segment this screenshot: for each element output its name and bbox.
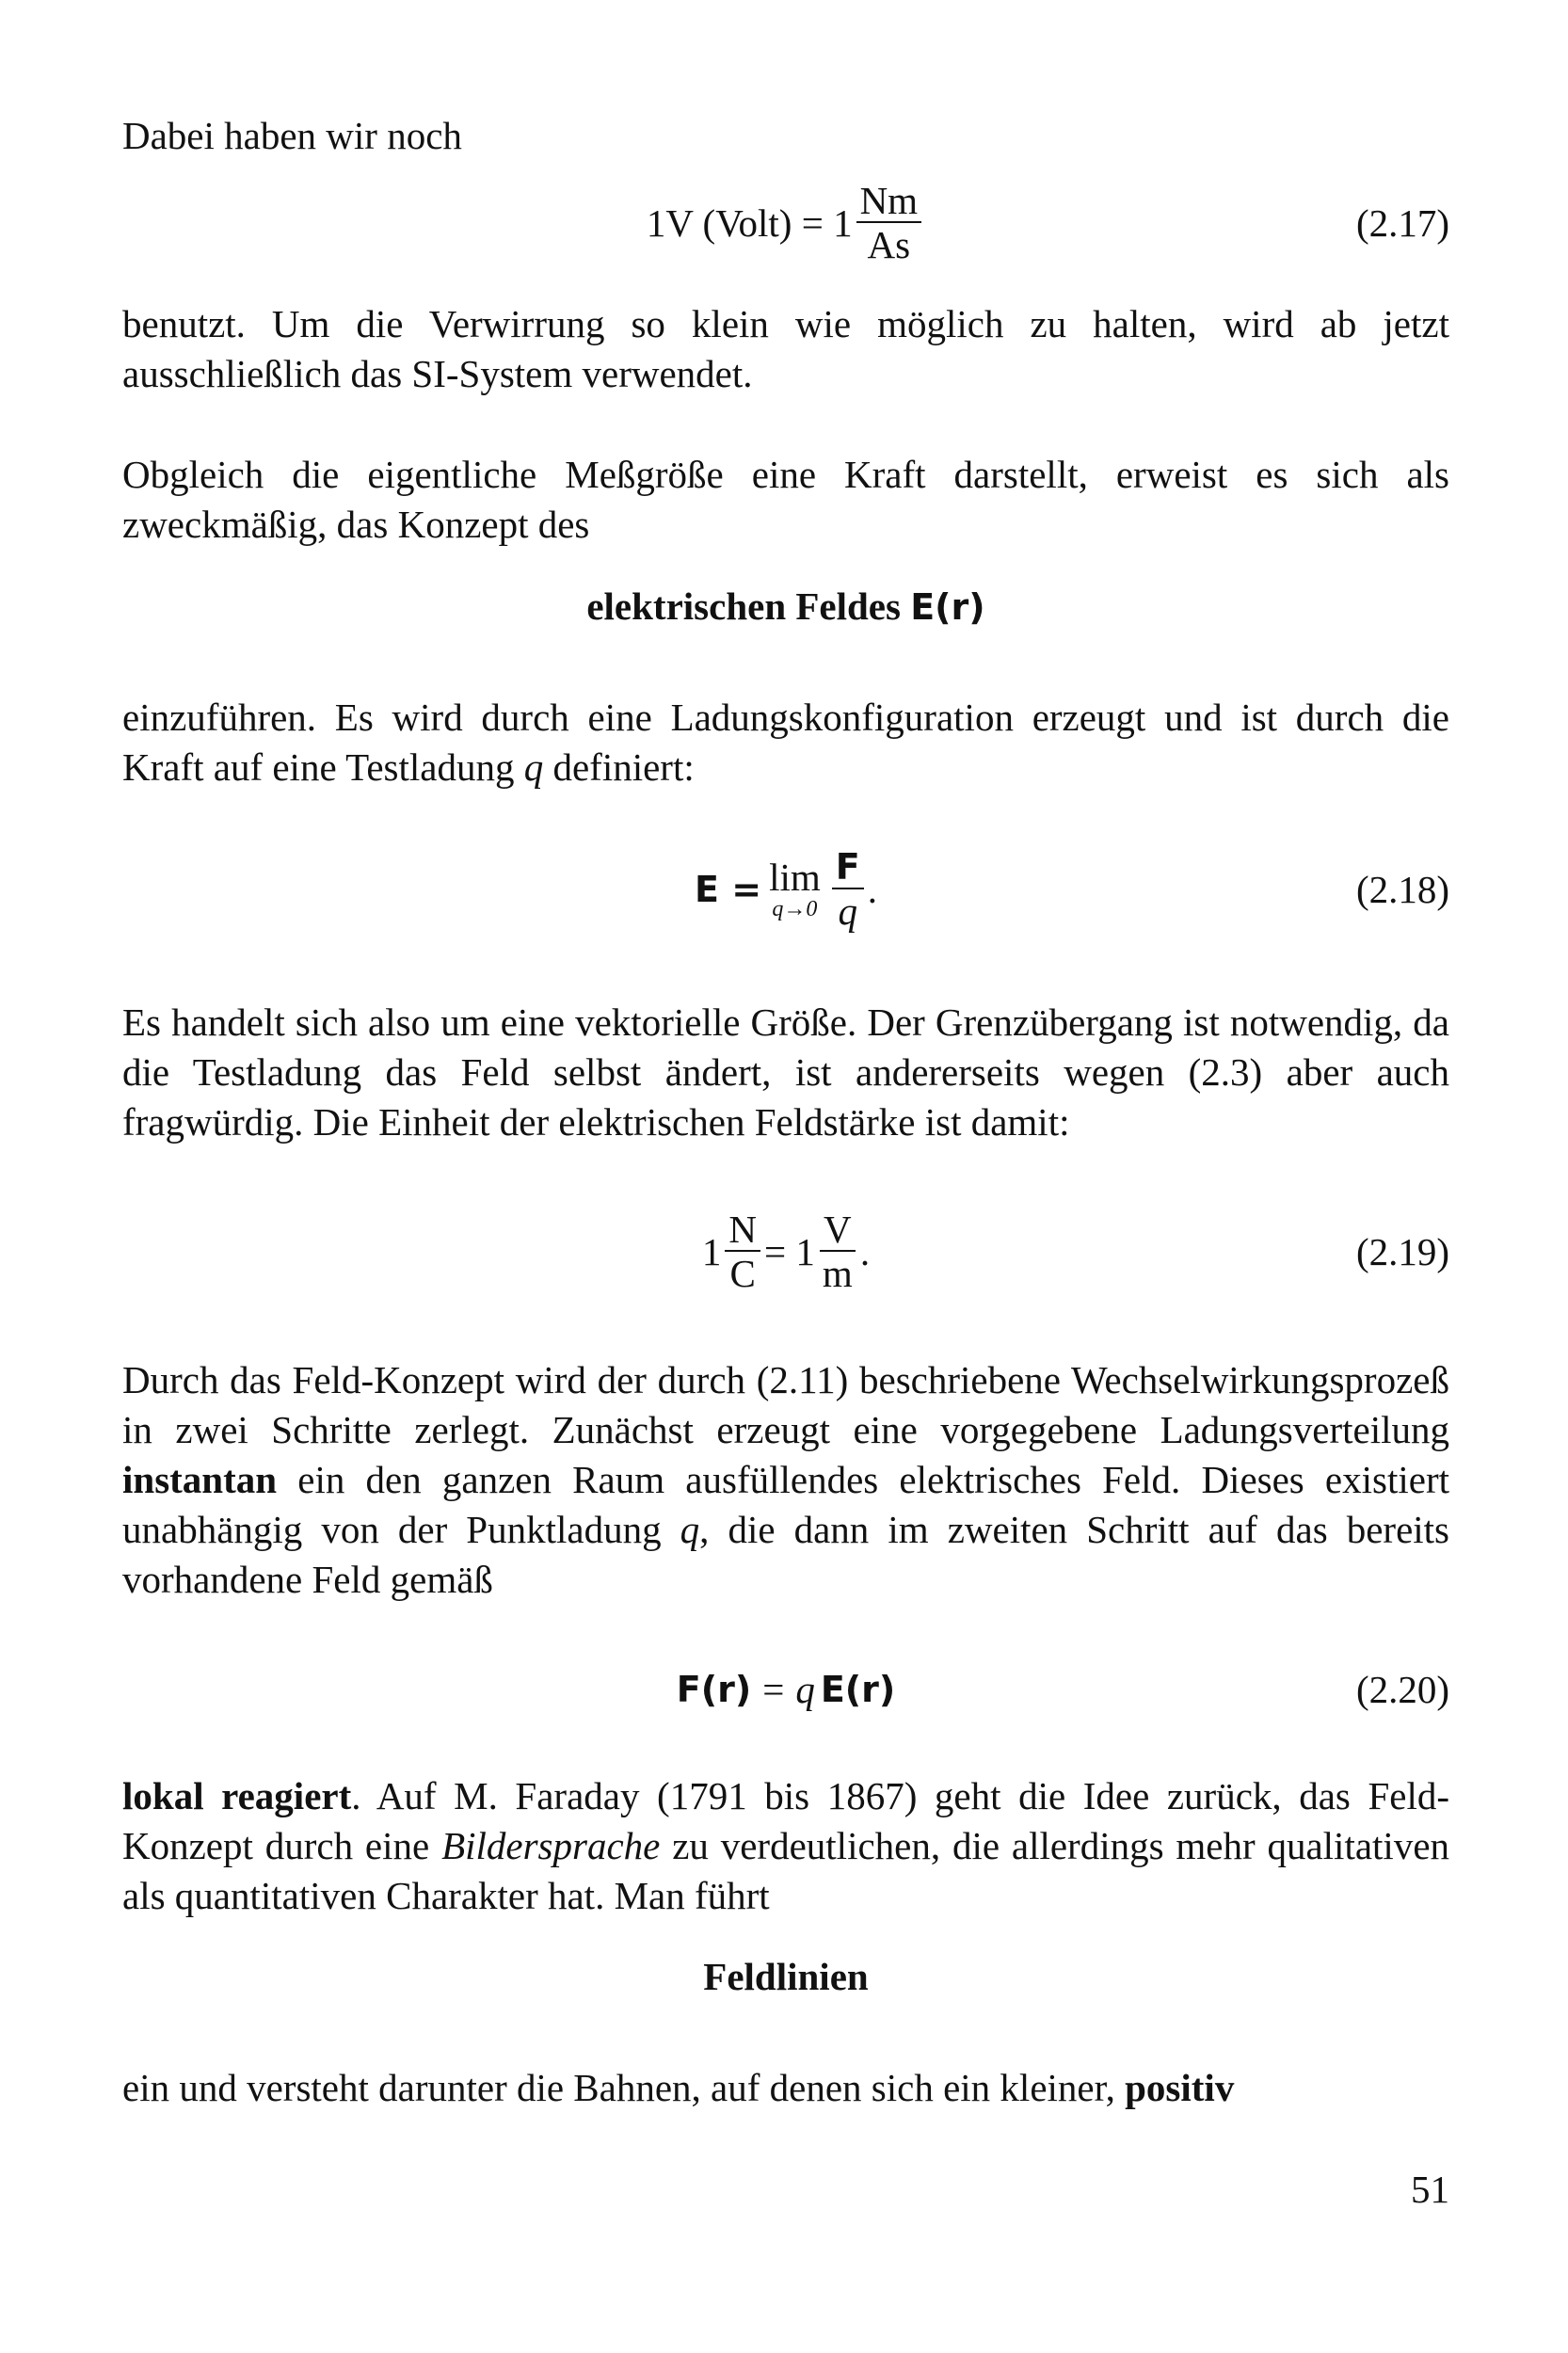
text-run: ein den ganzen Raum ausfüllendes elektrisches Feld. Dieses existiert unabhängig von der Punktladung <box>122 1458 1449 1551</box>
intro-line: Dabei haben wir noch <box>122 114 462 157</box>
equation-number: (2.19) <box>1355 1230 1449 1273</box>
equation-body <box>122 171 1449 275</box>
numerator: N <box>725 1209 760 1252</box>
fraction <box>856 180 922 266</box>
limit-word: lim <box>769 856 821 899</box>
denominator: As <box>867 223 911 266</box>
equation-rhs: E(r) <box>820 1669 896 1710</box>
text-run: definiert: <box>552 745 695 789</box>
denominator <box>834 889 861 933</box>
equation-lhs: 1V (Volt) = 1 <box>646 201 853 245</box>
paragraph <box>122 2063 1449 2113</box>
equation-number: (2.17) <box>1355 201 1449 245</box>
text-run: einzuführen. Es wird durch eine Ladungskonfiguration erzeugt und ist durch die Kraft auf eine Testladung <box>122 696 1449 789</box>
equation-2-17 <box>122 171 1449 275</box>
equation-period: . <box>867 868 877 911</box>
limit-subscript: q→0 <box>772 897 818 921</box>
italic-term: Bildersprache <box>441 1824 661 1867</box>
paragraph: Es handelt sich also um eine vektorielle Größe. Der Grenzübergang ist notwendig, da die Testladung das Feld selbst ändert, ist andererseits wegen (2.3) aber auch fragwürdig. Die Einheit der elektrischen Feldstärke ist damit: <box>122 1000 1449 1144</box>
equation-body <box>122 1638 1449 1741</box>
denominator: m <box>822 1252 853 1295</box>
paragraph <box>122 693 1449 792</box>
equation-lhs: E = <box>695 869 762 910</box>
term-heading <box>122 1954 1449 1999</box>
text-run: . Auf M. Faraday (1791 bis 1867) geht die Idee zurück, das Feld-Konzept durch eine <box>122 1774 1449 1867</box>
variable: q <box>680 1508 700 1551</box>
equation-period: . <box>859 1230 871 1273</box>
term-symbol: E(r) <box>910 586 985 628</box>
equals-sign: = <box>762 1668 785 1711</box>
paragraph <box>122 1771 1449 1921</box>
text-run: , die dann im zweiten Schritt auf das bereits vorhandene Feld gemäß <box>122 1508 1450 1601</box>
paragraph: benutzt. Um die Verwirrung so klein wie möglich zu halten, wird ab jetzt ausschließlich das SI-System verwendet. <box>122 302 1449 395</box>
paragraph <box>122 1355 1449 1605</box>
text-run: Durch das Feld-Konzept wird der durch (2.11) beschriebene Wechselwirkungsprozeß in zwei Schritte zerlegt. Zunächst erzeugt eine vorgegebene Ladungsverteilung <box>122 1358 1449 1451</box>
variable: q <box>838 889 857 933</box>
numerator: Nm <box>856 180 922 223</box>
page-number: 51 <box>1411 2168 1449 2211</box>
limit <box>769 857 821 921</box>
fraction <box>725 1209 760 1295</box>
variable: q <box>523 745 544 789</box>
emphasis: lokal reagiert <box>122 1774 352 1817</box>
denominator: C <box>729 1252 756 1295</box>
equation-number: (2.18) <box>1355 868 1449 911</box>
coefficient: 1 <box>701 1230 722 1273</box>
term-heading <box>122 584 1449 629</box>
term-text: elektrischen Feldes <box>586 584 901 628</box>
text-run: zu verdeutlichen, die allerdings mehr qualitativen als quantitativen Charakter hat. Man führt <box>122 1824 1450 1917</box>
equation-2-20 <box>122 1638 1449 1741</box>
equation-body <box>122 1200 1449 1304</box>
variable: q <box>795 1668 815 1711</box>
fraction <box>819 1209 856 1295</box>
fraction <box>832 846 864 933</box>
equals-sign: = 1 <box>764 1230 815 1273</box>
equation-body <box>122 838 1449 941</box>
term-text: Feldlinien <box>703 1955 869 1998</box>
text-run: ein und versteht darunter die Bahnen, auf denen sich ein kleiner, <box>122 2066 1115 2109</box>
equation-2-18 <box>122 838 1449 941</box>
emphasis: instantan <box>122 1458 278 1501</box>
numerator: V <box>820 1209 856 1252</box>
equation-2-19 <box>122 1200 1449 1304</box>
emphasis: positiv <box>1125 2066 1235 2109</box>
equation-lhs: F(r) <box>676 1669 752 1710</box>
numerator: F <box>832 846 864 889</box>
equation-number: (2.20) <box>1355 1668 1449 1711</box>
paragraph: Obgleich die eigentliche Meßgröße eine Kraft darstellt, erweist es sich als zweckmäßig, das Konzept des <box>122 453 1449 546</box>
